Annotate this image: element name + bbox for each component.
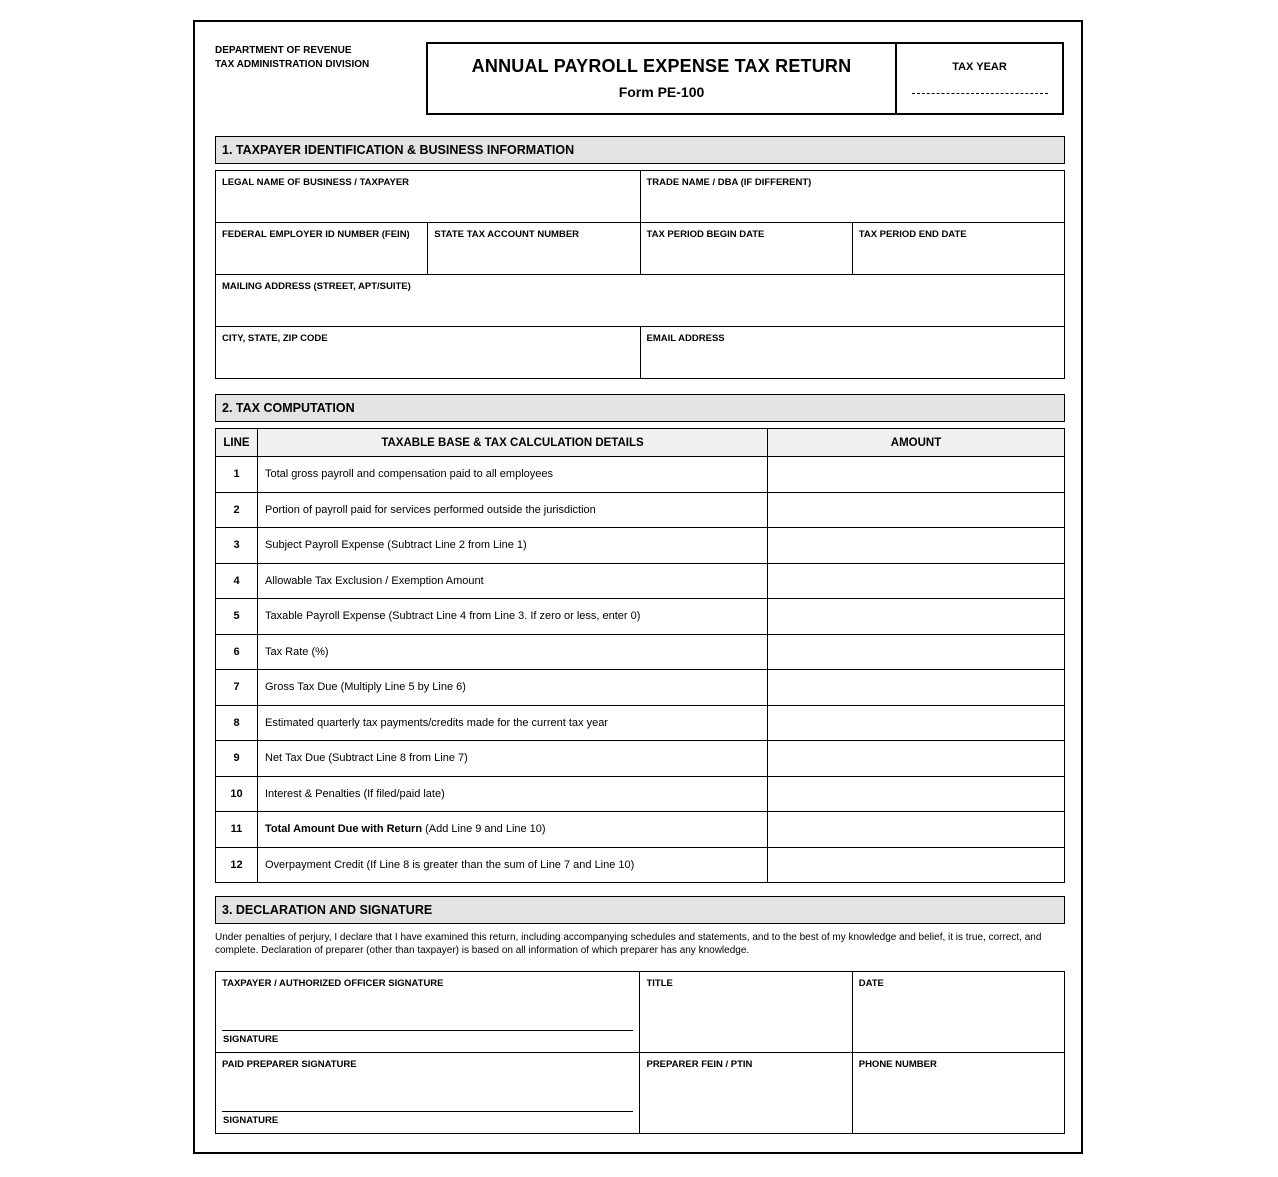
tax-computation-table	[215, 428, 1065, 883]
line-number: 4	[216, 563, 258, 599]
state-account-field[interactable]	[428, 223, 640, 275]
section1-heading: 1. TAXPAYER IDENTIFICATION & BUSINESS INFORMATION	[215, 136, 1065, 164]
taxpayer-signature-label: TAXPAYER / AUTHORIZED OFFICER SIGNATURE	[222, 978, 444, 989]
fein-field[interactable]	[216, 223, 428, 275]
period-end-field[interactable]	[853, 223, 1065, 275]
table-header-row	[216, 429, 1065, 457]
total-due-label: Total Amount Due with Return	[265, 823, 423, 836]
line-description: Estimated quarterly tax payments/credits made for the current tax year	[258, 705, 768, 741]
line-description: Net Tax Due (Subtract Line 8 from Line 7)	[258, 741, 768, 777]
email-field[interactable]	[641, 327, 1066, 379]
agency-name: DEPARTMENT OF REVENUE	[215, 45, 352, 56]
signature-line	[222, 1030, 633, 1031]
fein-label: FEDERAL EMPLOYER ID NUMBER (FEIN)	[222, 229, 410, 240]
date-field[interactable]	[853, 972, 1065, 1053]
taxpayer-info-grid	[215, 170, 1065, 379]
trade-name-label: TRADE NAME / DBA (IF DIFFERENT)	[646, 177, 812, 188]
preparer-signature-label: PAID PREPARER SIGNATURE	[222, 1059, 357, 1070]
tax-year-label: TAX YEAR	[952, 61, 1007, 73]
line-number: 6	[216, 634, 258, 670]
trade-name-field[interactable]	[641, 171, 1066, 223]
col-line-header: LINE	[216, 429, 258, 457]
line-number: 12	[216, 847, 258, 883]
amount-cell[interactable]	[768, 847, 1065, 883]
line-number: 1	[216, 457, 258, 493]
table-row	[216, 634, 1065, 670]
total-due-note: (Add Line 9 and Line 10)	[422, 823, 546, 836]
line-number: 3	[216, 528, 258, 564]
form-number: Form PE-100	[618, 84, 705, 100]
line-description	[258, 812, 768, 848]
legal-name-field[interactable]	[216, 171, 641, 223]
table-row	[216, 741, 1065, 777]
form-title: ANNUAL PAYROLL EXPENSE TAX RETURN	[471, 56, 852, 76]
line-number: 9	[216, 741, 258, 777]
table-row	[216, 528, 1065, 564]
line-number: 5	[216, 599, 258, 635]
line-description: Allowable Tax Exclusion / Exemption Amount	[258, 563, 768, 599]
line-description: Gross Tax Due (Multiply Line 5 by Line 6)	[258, 670, 768, 706]
section3-heading: 3. DECLARATION AND SIGNATURE	[215, 896, 1065, 924]
section2-heading: 2. TAX COMPUTATION	[215, 394, 1065, 422]
preparer-signature-field[interactable]	[216, 1053, 640, 1134]
line-description: Interest & Penalties (If filed/paid late)	[258, 776, 768, 812]
declaration-text: Under penalties of perjury, I declare that I have examined this return, including accompanying schedules and statements, and to the best of my knowledge and belief, it is true, correct, and complete. Declaration of preparer (other than taxpayer) is based on all information of which preparer has any knowledge.	[215, 932, 1042, 956]
amount-cell[interactable]	[768, 741, 1065, 777]
agency-division: TAX ADMINISTRATION DIVISION	[215, 59, 370, 70]
signature-caption: SIGNATURE	[223, 1034, 279, 1045]
amount-cell[interactable]	[768, 776, 1065, 812]
period-begin-field[interactable]	[641, 223, 853, 275]
col-amount-header: AMOUNT	[768, 429, 1065, 457]
title-block	[428, 44, 897, 113]
amount-cell[interactable]	[768, 457, 1065, 493]
table-row	[216, 705, 1065, 741]
title-field[interactable]	[640, 972, 852, 1053]
city-state-zip-label: CITY, STATE, ZIP CODE	[222, 333, 328, 344]
title-box	[426, 42, 1064, 115]
amount-cell[interactable]	[768, 599, 1065, 635]
col-details-header: TAXABLE BASE & TAX CALCULATION DETAILS	[258, 429, 768, 457]
line-number: 8	[216, 705, 258, 741]
table-row	[216, 563, 1065, 599]
line-number: 11	[216, 812, 258, 848]
table-row	[216, 670, 1065, 706]
legal-name-label: LEGAL NAME OF BUSINESS / TAXPAYER	[222, 177, 410, 188]
line-number: 7	[216, 670, 258, 706]
mailing-address-label: MAILING ADDRESS (STREET, APT/SUITE)	[222, 281, 411, 292]
amount-cell[interactable]	[768, 670, 1065, 706]
amount-cell[interactable]	[768, 634, 1065, 670]
preparer-fein-label: PREPARER FEIN / PTIN	[646, 1059, 753, 1070]
signature-caption: SIGNATURE	[223, 1115, 279, 1126]
amount-cell[interactable]	[768, 528, 1065, 564]
city-state-zip-field[interactable]	[216, 327, 641, 379]
table-row	[216, 776, 1065, 812]
amount-cell[interactable]	[768, 492, 1065, 528]
amount-cell[interactable]	[768, 812, 1065, 848]
title-label: TITLE	[646, 978, 673, 989]
line-description: Portion of payroll paid for services performed outside the jurisdiction	[258, 492, 768, 528]
period-begin-label: TAX PERIOD BEGIN DATE	[646, 229, 765, 240]
taxpayer-signature-field[interactable]	[216, 972, 640, 1053]
phone-label: PHONE NUMBER	[858, 1059, 937, 1070]
preparer-fein-field[interactable]	[640, 1053, 852, 1134]
table-row	[216, 492, 1065, 528]
date-label: DATE	[858, 978, 884, 989]
email-label: EMAIL ADDRESS	[646, 333, 725, 344]
table-row	[216, 847, 1065, 883]
period-end-label: TAX PERIOD END DATE	[858, 229, 967, 240]
line-description: Tax Rate (%)	[258, 634, 768, 670]
state-account-label: STATE TAX ACCOUNT NUMBER	[434, 229, 580, 240]
line-number: 10	[216, 776, 258, 812]
line-number: 2	[216, 492, 258, 528]
agency-block	[215, 44, 369, 72]
table-row	[216, 812, 1065, 848]
mailing-address-field[interactable]	[216, 275, 1065, 327]
phone-field[interactable]	[853, 1053, 1065, 1134]
signature-line	[222, 1111, 633, 1112]
signature-grid	[215, 971, 1065, 1134]
table-row	[216, 599, 1065, 635]
line-description: Total gross payroll and compensation paid to all employees	[258, 457, 768, 493]
tax-year-block	[897, 44, 1062, 113]
tax-year-field[interactable]	[912, 93, 1048, 94]
line-description: Taxable Payroll Expense (Subtract Line 4 from Line 3. If zero or less, enter 0)	[258, 599, 768, 635]
table-row	[216, 457, 1065, 493]
amount-cell[interactable]	[768, 563, 1065, 599]
line-description: Overpayment Credit (If Line 8 is greater than the sum of Line 7 and Line 10)	[258, 847, 768, 883]
tax-form-page	[193, 20, 1083, 1154]
line-description: Subject Payroll Expense (Subtract Line 2 from Line 1)	[258, 528, 768, 564]
amount-cell[interactable]	[768, 705, 1065, 741]
